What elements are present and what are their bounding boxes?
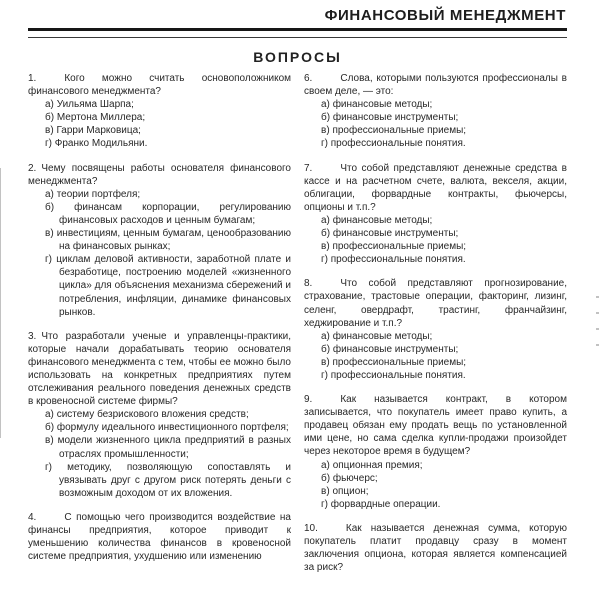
document-title: ФИНАНСОВЫЙ МЕНЕДЖМЕНТ [324,7,566,24]
option-letter: г) [45,138,52,150]
option-letter: б) [321,112,331,124]
option-letter: г) [45,254,52,266]
answer-option [304,343,567,356]
option-text: профессиональные приемы; [332,241,467,253]
question-number: 10. [304,522,318,534]
options-list [304,214,567,266]
answer-option [304,459,567,472]
question-text [304,72,567,98]
option-letter: г) [321,498,328,510]
answer-option [304,356,567,369]
option-text: систему безрискового вложения средств; [56,409,249,421]
option-letter: в) [45,125,54,137]
question-4 [28,511,291,563]
answer-option [304,111,567,124]
answer-option [304,472,567,485]
option-text: опционная премия; [332,459,423,471]
option-letter: в) [321,485,330,497]
questions-column-left [28,72,291,574]
question-text [28,72,291,98]
scan-artifact-right [596,296,599,348]
question-number: 8. [304,278,313,290]
option-letter: г) [321,138,328,150]
option-letter: а) [321,330,330,342]
option-text: финансовые инструменты; [332,112,459,124]
answer-option [28,421,291,434]
question-text [304,522,567,574]
option-text: профессиональные понятия. [330,138,466,150]
question-number: 3. [28,330,37,342]
question-1 [28,72,291,151]
answer-option [28,408,291,421]
question-body: Что собой представляют прогнозирование, страхование, трастовые операции, факторинг, лизинг, селенг, овердрафт, трастинг, франчайзинг, хеджирование и т.п.? [304,278,567,329]
option-text: опцион; [332,485,369,497]
header-rule [28,28,567,38]
option-text: модели жизненного цикла предприятий в разных отраслях промышленности; [57,435,291,460]
option-letter: а) [45,188,54,200]
option-letter: б) [321,472,331,484]
option-text: финансовые методы; [332,214,433,226]
options-list [304,330,567,382]
answer-option [304,485,567,498]
option-letter: б) [321,343,331,355]
answer-option [28,227,291,253]
answer-option [28,98,291,111]
question-3 [28,330,291,500]
option-text: финансовые инструменты; [332,228,459,240]
question-7 [304,162,567,267]
question-body: Как называется денежная сумма, которую покупатель платит продавцу сразу в момент заключения опциона, которая является компенсацией за риск? [304,522,567,574]
option-letter: в) [321,356,330,368]
option-letter: г) [45,461,52,473]
option-text: финансовые методы; [332,99,433,111]
options-list [304,459,567,511]
option-letter: а) [45,99,54,111]
question-6 [304,72,567,151]
question-number: 9. [304,394,313,406]
question-body: Кого можно считать основоположником финансового менеджмента? [28,73,291,98]
question-text [28,330,291,409]
option-letter: г) [321,369,328,381]
answer-option [28,137,291,150]
answer-option [304,227,567,240]
question-body: Как называется контракт, в котором записывается, что покупатель имеет право купить, а продавец обязан ему продать вещь по установленной ими цене, но сама сделка купли-продажи произойдет через некоторое время в будущем? [304,394,567,458]
option-text: методику, позволяющую сопоставлять и увязывать друг с другом риск потерять деньги с возможным доходом от их вложения. [59,461,292,499]
option-letter: а) [321,214,330,226]
option-letter: в) [321,241,330,253]
answer-option [28,434,291,460]
option-text: Уильяма Шарпа; [56,99,134,111]
option-letter: в) [321,125,330,137]
answer-option [304,98,567,111]
question-text [28,162,291,188]
answer-option [304,498,567,511]
answer-option [28,201,291,227]
answer-option [304,124,567,137]
option-text: финансам корпорации, регулированию финансовых расходов и ценным бумагам; [59,201,291,226]
option-letter: г) [321,254,328,266]
question-body: Слова, которыми пользуются профессионалы в своем деле, — это: [304,73,567,98]
answer-option [304,214,567,227]
answer-option [304,253,567,266]
option-letter: в) [45,228,54,240]
option-letter: б) [45,112,55,124]
question-body: С помощью чего производится воздействие на финансы предприятия, которое приводит к уменьшению количества финансов в кровеносной системе предприятия, ухудшению или изменению [28,511,291,563]
option-text: фьючерс; [332,472,378,484]
answer-option [304,240,567,253]
question-text [28,511,291,563]
option-letter: в) [45,435,54,447]
question-number: 1. [28,73,37,84]
option-text: форвардные операции. [330,498,441,510]
option-letter: а) [321,99,330,111]
question-number: 2. [28,162,37,174]
question-number: 6. [304,73,313,84]
option-text: теории портфеля; [56,188,141,200]
option-text: финансовые инструменты; [332,343,459,355]
option-text: Мертона Миллера; [56,112,146,124]
option-text: профессиональные понятия. [330,369,466,381]
question-9 [304,393,567,511]
option-text: профессиональные понятия. [330,254,466,266]
options-list [28,98,291,150]
option-text: финансовые методы; [332,330,433,342]
option-letter: б) [45,201,55,213]
option-letter: а) [45,409,54,421]
question-text [304,277,567,329]
question-number: 7. [304,162,313,174]
answer-option [28,111,291,124]
answer-option [28,188,291,201]
question-body: Что собой представляют денежные средства в кассе и на расчетном счете, валюта, векселя, акции, облигации, форвардные контракты, фьючерсы, опционы и т.п.? [304,162,567,213]
scan-artifact-left [0,168,1,438]
question-2 [28,162,291,319]
answer-option [304,137,567,150]
question-number: 4. [28,511,37,523]
answer-option [28,461,291,500]
question-text [304,393,567,458]
options-list [304,98,567,150]
option-text: профессиональные приемы; [332,125,467,137]
option-text: формулу идеального инвестиционного портфеля; [56,422,289,434]
option-text: инвестициям, ценным бумагам, ценообразованию на финансовых рынках; [56,228,292,253]
questions-columns [28,72,567,574]
option-text: Гарри Марковица; [56,125,141,137]
option-text: Франко Модильяни. [54,138,148,150]
options-list [28,408,291,500]
question-8 [304,277,567,382]
section-title: ВОПРОСЫ [253,49,342,65]
answer-option [28,124,291,137]
option-letter: б) [321,228,331,240]
option-text: циклам деловой активности, заработной плате и безработице, построению моделей «жизненного цикла» для объяснения механизма сбережений и потребления, инфляции, динамике финансовых рынков. [56,254,291,318]
page-header [28,7,567,38]
questions-column-right [304,72,567,574]
option-letter: б) [45,422,55,434]
options-list [28,188,291,319]
question-10 [304,522,567,574]
option-letter: а) [321,459,330,471]
option-text: профессиональные приемы; [332,356,467,368]
question-text [304,162,567,214]
question-body: Что разработали ученые и управленцы-практики, которые начали дорабатывать теорию основателя финансового менеджмента с тем, чтобы ее можно было использовать на конкретных предприятиях путем отслеживания реального поведения денежных средств в кровеносной системе фирмы? [28,330,291,408]
answer-option [304,369,567,382]
question-body: Чему посвящены работы основателя финансового менеджмента? [28,162,291,187]
answer-option [28,253,291,318]
answer-option [304,330,567,343]
